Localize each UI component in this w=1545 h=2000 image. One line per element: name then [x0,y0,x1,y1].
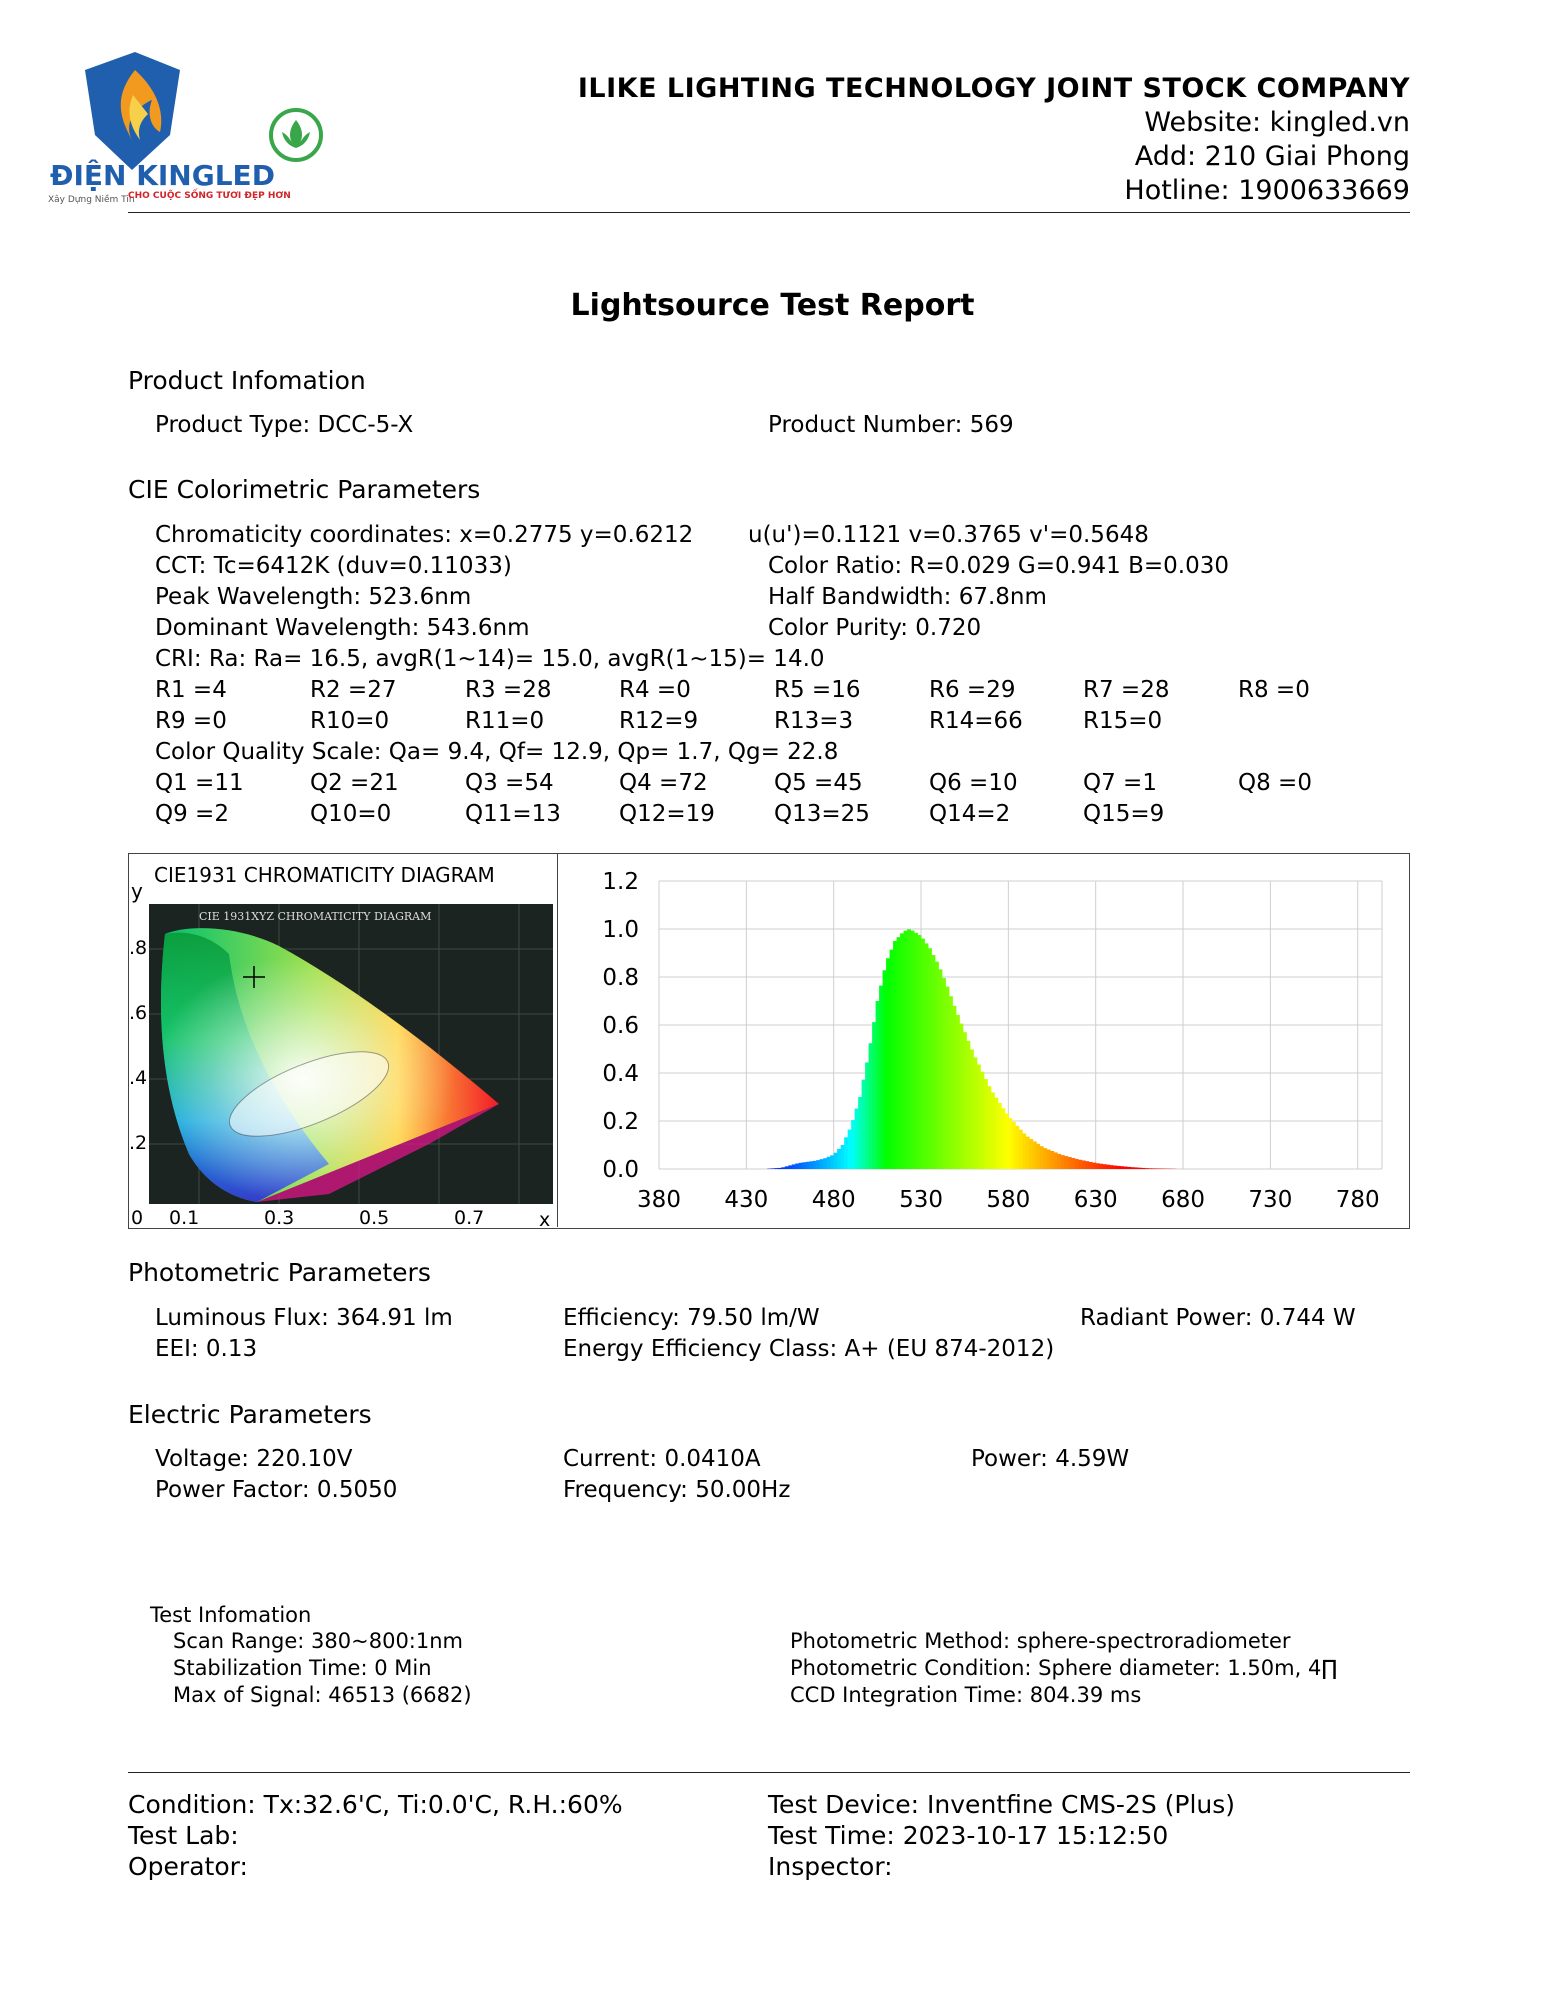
spectrum-bar [911,931,915,1169]
q-value: Q1 =11 [155,770,244,796]
spectrum-y-tick-label: 0.4 [602,1061,639,1087]
spectrum-bar [1075,1159,1079,1169]
test-conditions: Condition: Tx:32.6'C, Ti:0.0'C, R.H.:60% [128,1790,623,1819]
electric-heading: Electric Parameters [128,1400,372,1429]
spectrum-bar [959,1024,963,1169]
cie-diagram-title: CIE1931 CHROMATICITY DIAGRAM [154,863,495,887]
spectrum-bar [918,935,922,1169]
spectrum-bar [802,1162,806,1169]
spectrum-bar [928,948,932,1169]
q-value: Q4 =72 [619,770,708,796]
spectrum-bar [942,978,946,1169]
spectrum-x-tick-label: 580 [986,1187,1031,1213]
q-value: Q2 =21 [310,770,399,796]
current: Current: 0.0410A [563,1446,761,1472]
cie-x-axis-label: x [539,1209,551,1227]
spectrum-bar [795,1163,799,1169]
chromaticity-coordinates: Chromaticity coordinates: x=0.2775 y=0.6212 [155,522,694,548]
r-value: R1 =4 [155,677,227,703]
cie-diagram-panel [129,854,558,1227]
spectrum-x-tick-label: 430 [724,1187,769,1213]
q-value: Q3 =54 [465,770,554,796]
cie-x-tick: 0.5 [359,1207,390,1227]
spectrum-bar [1134,1167,1138,1169]
spectrum-bar [984,1079,988,1169]
spectrum-bar [820,1159,824,1169]
spectrum-bar [987,1086,991,1169]
spectrum-bar [897,937,901,1169]
spectrum-bar [886,958,890,1169]
r-value: R14=66 [929,708,1023,734]
luminous-flux: Luminous Flux: 364.91 lm [155,1305,453,1331]
radiant-power: Radiant Power: 0.744 W [1080,1305,1356,1331]
r-value: R15=0 [1083,708,1163,734]
spectrum-bar [938,969,942,1169]
q-value: Q14=2 [929,801,1011,827]
spectrum-bar [890,950,894,1169]
spectrum-x-tick-label: 380 [637,1187,681,1213]
spectrum-bar [771,1168,775,1169]
spectrum-bar [1117,1166,1121,1169]
r-value: R5 =16 [774,677,861,703]
cie-y-tick: .2 [129,1132,148,1154]
cri: CRI: Ra: Ra= 16.5, avgR(1~14)= 15.0, avgR(1~15)= 14.0 [155,646,825,672]
spectrum-bar [1145,1168,1149,1169]
spectrum-bar [900,933,904,1169]
test-info-heading: Test Infomation [150,1603,312,1627]
cie-heading: CIE Colorimetric Parameters [128,475,481,504]
spectrum-bar [1036,1144,1040,1169]
spectrum-bar [862,1080,866,1169]
spectrum-bar [991,1092,995,1169]
cie-x-tick: 0.7 [454,1207,485,1227]
r-value: R3 =28 [465,677,552,703]
test-lab: Test Lab: [128,1821,239,1850]
spectrum-bar [876,1001,880,1169]
q-value: Q12=19 [619,801,715,827]
cie-x-tick: 0.3 [264,1207,295,1227]
spectrum-bar [837,1149,841,1169]
spectrum-bar [872,1022,876,1169]
cie-y-axis-label: y [131,879,143,903]
cie-x-tick: 0.1 [169,1207,200,1227]
spectrum-bar [904,931,908,1169]
operator: Operator: [128,1852,248,1881]
spectrum-bar [785,1166,789,1169]
logo-slogan: CHO CUỘC SỐNG TƯƠI ĐẸP HƠN [128,191,291,201]
spectrum-x-tick-label: 780 [1335,1187,1380,1213]
r-value: R7 =28 [1083,677,1170,703]
q-value: Q10=0 [310,801,392,827]
energy-efficiency-class: Energy Efficiency Class: A+ (EU 874-2012) [563,1336,1055,1362]
spectrum-bar [1047,1150,1051,1169]
cct: CCT: Tc=6412K (duv=0.11033) [155,553,512,579]
spectrum-bar [1127,1167,1131,1169]
spectrum-bar [1096,1163,1100,1169]
spectrum-bar [1015,1126,1019,1169]
spectrum-bar [1050,1151,1054,1169]
test-device: Test Device: Inventfine CMS-2S (Plus) [768,1790,1236,1819]
footer-divider [128,1772,1410,1773]
spectrum-bar [792,1164,796,1169]
spectrum-bar [1057,1154,1061,1169]
stabilization-time: Stabilization Time: 0 Min [173,1656,432,1680]
uv-coordinates: u(u')=0.1121 v=0.3765 v'=0.5648 [748,522,1149,548]
company-name: ILIKE LIGHTING TECHNOLOGY JOINT STOCK COMPANY [577,73,1410,104]
spectrum-bar [827,1157,831,1169]
company-logo [40,40,340,210]
spectrum-y-tick-label: 0.8 [602,965,639,991]
spectrum-bar [1110,1165,1114,1169]
logo-graphic [40,40,340,210]
cie-diagram [129,854,557,1227]
spectrum-bar [1019,1130,1023,1169]
spectrum-bar [1001,1108,1005,1169]
spectrum-x-tick-label: 680 [1161,1187,1205,1213]
photometric-method: Photometric Method: sphere-spectroradiometer [790,1629,1291,1653]
spectrum-bar [1113,1166,1117,1169]
spectrum-bar [1092,1163,1096,1169]
q-value: Q9 =2 [155,801,229,827]
header-divider [128,212,1410,213]
cie-y-tick: .8 [129,937,148,959]
r-value: R12=9 [619,708,699,734]
spectrum-y-tick-label: 0.0 [602,1157,639,1183]
spectrum-bar [883,970,887,1169]
company-website: Website: kingled.vn [1144,107,1410,138]
r-value: R8 =0 [1238,677,1310,703]
spectrum-bar [858,1097,862,1169]
q-value: Q11=13 [465,801,561,827]
spectrum-bar [1040,1146,1044,1169]
spectrum-bar [998,1103,1002,1169]
spectrum-bar [781,1167,785,1169]
q-value: Q15=9 [1083,801,1165,827]
spectrum-bar [830,1155,834,1169]
spectrum-bar [799,1163,803,1169]
spectrum-bar [778,1168,782,1169]
spectrum-bar [980,1072,984,1169]
spectrum-bar [1054,1152,1058,1169]
spectrum-bar [966,1041,970,1169]
scan-range: Scan Range: 380~800:1nm [173,1629,464,1653]
spectrum-bar [1064,1156,1068,1169]
spectrum-bar [816,1160,820,1169]
product-type: Product Type: DCC-5-X [155,412,414,438]
spectrum-bar [932,955,936,1169]
spectrum-bar [1099,1164,1103,1169]
spectrum-bar [1082,1160,1086,1169]
color-ratio: Color Ratio: R=0.029 G=0.941 B=0.030 [768,553,1230,579]
spectrum-bar [1141,1168,1145,1169]
spectrum-bar [977,1065,981,1169]
spectrum-bar [844,1137,848,1169]
spectrum-bar [1068,1157,1072,1169]
spectrum-bar [921,939,925,1169]
product-number: Product Number: 569 [768,412,1014,438]
spectrum-bar [809,1161,813,1169]
r-value: R2 =27 [310,677,397,703]
spectrum-x-tick-label: 730 [1248,1187,1293,1213]
company-info [578,72,1410,208]
spectrum-bar [925,943,929,1169]
product-heading: Product Infomation [128,366,366,395]
spectrum-chart [559,854,1408,1227]
efficiency: Efficiency: 79.50 lm/W [563,1305,820,1331]
spectrum-bar [994,1098,998,1169]
cie-x-tick: 0 [131,1207,144,1227]
report-title: Lightsource Test Report [570,288,975,323]
r-value: R6 =29 [929,677,1016,703]
r-value: R10=0 [310,708,390,734]
spectrum-bar [1106,1165,1110,1169]
spectrum-bar [1152,1168,1156,1169]
spectrum-y-tick-label: 1.0 [602,917,639,943]
photometric-condition: Photometric Condition: Sphere diameter: 1.50m, 4∏ [790,1656,1338,1680]
spectrum-bar [970,1049,974,1169]
spectrum-bar [841,1145,845,1169]
color-quality-scale: Color Quality Scale: Qa= 9.4, Qf= 12.9, Qp= 1.7, Qg= 22.8 [155,739,839,765]
eei: EEI: 0.13 [155,1336,258,1362]
test-time: Test Time: 2023-10-17 15:12:50 [768,1821,1169,1850]
q-value: Q8 =0 [1238,770,1312,796]
spectrum-bar [914,933,918,1169]
spectrum-bar [1155,1168,1159,1169]
spectrum-bar [869,1043,873,1169]
spectrum-bar [1061,1155,1065,1169]
spectrum-bar [1071,1158,1075,1169]
spectrum-y-tick-label: 0.6 [602,1013,639,1039]
spectrum-bar [848,1130,852,1169]
spectrum-bar [945,987,949,1169]
spectrum-bar [1022,1133,1026,1169]
spectrum-bar [893,941,897,1169]
r-value: R11=0 [465,708,545,734]
spectrum-bar [1124,1167,1128,1169]
q-value: Q6 =10 [929,770,1018,796]
half-bandwidth: Half Bandwidth: 67.8nm [768,584,1047,610]
spectrum-bar [935,962,939,1169]
max-of-signal: Max of Signal: 46513 (6682) [173,1683,472,1707]
spectrum-y-tick-label: 1.2 [602,869,639,895]
dominant-wavelength: Dominant Wavelength: 543.6nm [155,615,530,641]
spectrum-bar [1120,1166,1124,1169]
spectrum-bar [788,1165,792,1169]
spectrum-bar [865,1062,869,1169]
spectrum-x-tick-label: 530 [899,1187,943,1213]
company-hotline: Hotline: 1900633669 [1124,175,1410,206]
r-value: R4 =0 [619,677,691,703]
cie-y-tick: .4 [129,1067,148,1089]
ccd-integration-time: CCD Integration Time: 804.39 ms [790,1683,1142,1707]
power: Power: 4.59W [971,1446,1130,1472]
company-address: Add: 210 Giai Phong [1134,141,1410,172]
spectrum-bar [774,1168,778,1169]
spectrum-bar [956,1015,960,1169]
spectrum-chart-panel [559,854,1408,1227]
spectrum-bar [813,1161,817,1169]
spectrum-bar [1043,1148,1047,1169]
power-factor: Power Factor: 0.5050 [155,1477,398,1503]
spectrum-bar [1005,1114,1009,1169]
spectrum-bar [1029,1139,1033,1169]
logo-tagline: Xây Dựng Niềm Tin [48,195,135,205]
spectrum-bar [834,1153,838,1169]
spectrum-bar [1085,1161,1089,1169]
spectrum-bar [1026,1137,1030,1169]
q-value: Q7 =1 [1083,770,1157,796]
spectrum-bar [855,1109,859,1169]
spectrum-y-tick-label: 0.2 [602,1109,639,1135]
logo-wordmark: ĐIỆN KINGLED [50,159,275,192]
r-value: R9 =0 [155,708,227,734]
spectrum-bar [1131,1167,1135,1169]
spectrum-bar [1033,1141,1037,1169]
spectrum-bar [1148,1168,1152,1169]
spectrum-bar [963,1032,967,1169]
spectrum-bar [907,929,911,1169]
spectrum-bar [949,996,953,1169]
r-value: R13=3 [774,708,854,734]
spectrum-bar [823,1158,827,1169]
spectrum-bar [1089,1162,1093,1169]
spectrum-bar [1103,1164,1107,1169]
spectrum-bar [1008,1118,1012,1169]
cie-y-tick: .6 [129,1002,148,1024]
spectrum-bar [973,1057,977,1169]
peak-wavelength: Peak Wavelength: 523.6nm [155,584,472,610]
voltage: Voltage: 220.10V [155,1446,353,1472]
spectrum-bar [806,1162,810,1169]
spectrum-bar [851,1120,855,1169]
q-value: Q13=25 [774,801,870,827]
cie-inner-title: CIE 1931XYZ CHROMATICITY DIAGRAM [199,910,432,923]
color-purity: Color Purity: 0.720 [768,615,982,641]
spectrum-bar [879,986,883,1169]
frequency: Frequency: 50.00Hz [563,1477,791,1503]
spectrum-bar [1012,1122,1016,1169]
chart-box [128,853,1410,1229]
spectrum-bar [1078,1160,1082,1169]
spectrum-x-tick-label: 480 [811,1187,856,1213]
q-value: Q5 =45 [774,770,863,796]
photometric-heading: Photometric Parameters [128,1258,431,1287]
spectrum-bar [952,1006,956,1169]
inspector: Inspector: [768,1852,893,1881]
spectrum-x-tick-label: 630 [1073,1187,1118,1213]
spectrum-bar [1138,1168,1142,1169]
